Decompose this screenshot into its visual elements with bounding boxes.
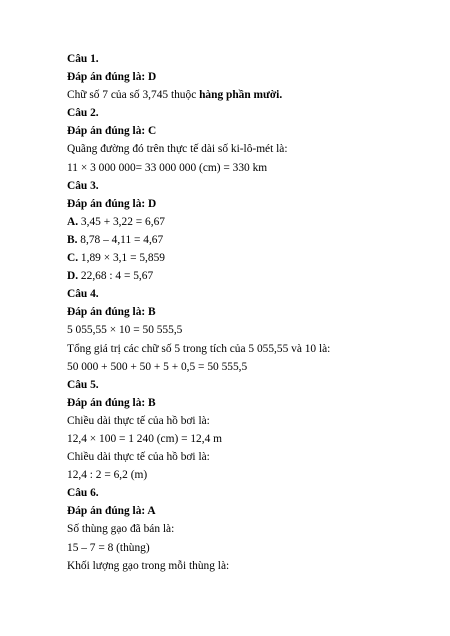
option-text: 1,89 × 3,1 = 5,859 [78, 252, 165, 265]
answer-key-page [67, 50, 437, 575]
option-label: B. [67, 233, 78, 246]
question-1-text: Chữ số 7 của số 3,745 thuộc [67, 89, 200, 102]
question-5-line-2: 12,4 × 100 = 1 240 (cm) = 12,4 m [67, 432, 222, 445]
question-6-answer: Đáp án đúng là: A [67, 505, 156, 518]
question-6-line-3: Khối lượng gạo trong mỗi thùng là: [67, 559, 230, 572]
question-6-line-1: Số thùng gạo đã bán là: [67, 523, 175, 536]
option-text: 8,78 – 4,11 = 4,67 [77, 233, 164, 246]
question-1-emphasis: hàng phần mười. [199, 89, 283, 102]
question-6-line-2: 15 – 7 = 8 (thùng) [67, 541, 150, 554]
question-5-line-4: 12,4 : 2 = 6,2 (m) [67, 469, 148, 482]
question-4-line-2: Tổng giá trị các chữ số 5 trong tích của 5 055,55 và 10 là: [67, 342, 331, 355]
question-1-answer: Đáp án đúng là: D [67, 71, 157, 84]
option-label: A. [67, 215, 79, 228]
question-1-heading: Câu 1. [67, 53, 99, 65]
question-4-line-1: 5 055,55 × 10 = 50 555,5 [67, 324, 183, 337]
option-label: C. [67, 252, 79, 265]
option-text: 22,68 : 4 = 5,67 [78, 270, 154, 283]
question-2-line-2: 11 × 3 000 000= 33 000 000 (cm) = 330 km [67, 161, 268, 174]
question-4-answer: Đáp án đúng là: B [67, 306, 156, 319]
question-5-answer: Đáp án đúng là: B [67, 396, 156, 409]
question-2-heading: Câu 2. [67, 107, 99, 120]
question-2-answer: Đáp án đúng là: C [67, 125, 157, 138]
question-6-heading: Câu 6. [67, 487, 99, 500]
option-text: 3,45 + 3,22 = 6,67 [78, 215, 165, 228]
question-5-heading: Câu 5. [67, 378, 99, 391]
question-1-explanation [67, 86, 437, 104]
question-2-line-1: Quãng đường đó trên thực tế dài số ki-lô-mét là: [67, 143, 288, 156]
question-3-answer: Đáp án đúng là: D [67, 197, 157, 210]
question-5-line-1: Chiều dài thực tế của hồ bơi là: [67, 414, 210, 427]
question-4-line-3: 50 000 + 500 + 50 + 5 + 0,5 = 50 555,5 [67, 360, 248, 373]
question-4-heading: Câu 4. [67, 288, 99, 301]
option-label: D. [67, 270, 79, 283]
question-3-heading: Câu 3. [67, 179, 99, 192]
question-3-option-d [67, 267, 437, 285]
question-3-option-a [67, 213, 437, 231]
question-3-option-c [67, 249, 437, 267]
question-5-line-3: Chiều dài thực tế của hồ bơi là: [67, 451, 210, 464]
question-3-option-b [67, 231, 437, 249]
